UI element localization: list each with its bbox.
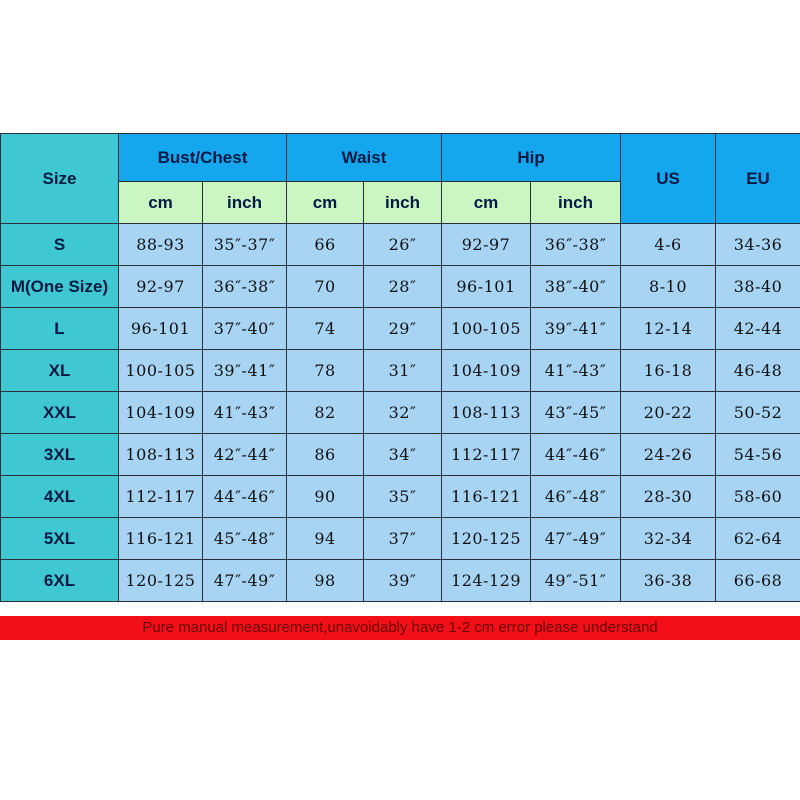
cell-hip-cm: 92-97 xyxy=(442,224,531,266)
cell-waist-in: 26″ xyxy=(364,224,442,266)
cell-eu: 38-40 xyxy=(716,266,800,308)
size-label: 3XL xyxy=(1,434,119,476)
cell-bust-in: 44″-46″ xyxy=(203,476,287,518)
header-bust: Bust/Chest xyxy=(119,134,287,182)
subheader-waist-cm: cm xyxy=(287,182,364,224)
table-row xyxy=(1,392,800,434)
cell-us: 28-30 xyxy=(621,476,716,518)
cell-hip-cm: 100-105 xyxy=(442,308,531,350)
table-row xyxy=(1,518,800,560)
cell-bust-cm: 108-113 xyxy=(119,434,203,476)
cell-bust-in: 36″-38″ xyxy=(203,266,287,308)
header-waist: Waist xyxy=(287,134,442,182)
table-row xyxy=(1,350,800,392)
cell-bust-cm: 120-125 xyxy=(119,560,203,602)
cell-eu: 42-44 xyxy=(716,308,800,350)
cell-bust-in: 39″-41″ xyxy=(203,350,287,392)
table-row xyxy=(1,476,800,518)
cell-bust-cm: 100-105 xyxy=(119,350,203,392)
cell-hip-in: 46″-48″ xyxy=(531,476,621,518)
subheader-bust-inch: inch xyxy=(203,182,287,224)
cell-us: 8-10 xyxy=(621,266,716,308)
header-hip: Hip xyxy=(442,134,621,182)
size-label: 4XL xyxy=(1,476,119,518)
cell-waist-cm: 66 xyxy=(287,224,364,266)
subheader-hip-inch: inch xyxy=(531,182,621,224)
table-row xyxy=(1,434,800,476)
cell-hip-cm: 112-117 xyxy=(442,434,531,476)
cell-waist-in: 34″ xyxy=(364,434,442,476)
cell-hip-cm: 124-129 xyxy=(442,560,531,602)
cell-bust-cm: 112-117 xyxy=(119,476,203,518)
cell-eu: 34-36 xyxy=(716,224,800,266)
cell-eu: 46-48 xyxy=(716,350,800,392)
cell-us: 36-38 xyxy=(621,560,716,602)
cell-eu: 66-68 xyxy=(716,560,800,602)
header-size: Size xyxy=(1,134,119,224)
cell-hip-in: 38″-40″ xyxy=(531,266,621,308)
cell-bust-cm: 116-121 xyxy=(119,518,203,560)
table-row xyxy=(1,560,800,602)
cell-waist-cm: 74 xyxy=(287,308,364,350)
cell-waist-cm: 78 xyxy=(287,350,364,392)
cell-us: 16-18 xyxy=(621,350,716,392)
cell-hip-in: 49″-51″ xyxy=(531,560,621,602)
cell-waist-in: 29″ xyxy=(364,308,442,350)
size-chart xyxy=(0,133,800,602)
cell-waist-cm: 70 xyxy=(287,266,364,308)
cell-hip-cm: 96-101 xyxy=(442,266,531,308)
cell-hip-cm: 116-121 xyxy=(442,476,531,518)
cell-hip-in: 41″-43″ xyxy=(531,350,621,392)
cell-waist-cm: 90 xyxy=(287,476,364,518)
cell-hip-in: 44″-46″ xyxy=(531,434,621,476)
cell-waist-in: 39″ xyxy=(364,560,442,602)
cell-hip-in: 47″-49″ xyxy=(531,518,621,560)
cell-bust-in: 41″-43″ xyxy=(203,392,287,434)
cell-hip-cm: 120-125 xyxy=(442,518,531,560)
size-label: 5XL xyxy=(1,518,119,560)
cell-bust-cm: 96-101 xyxy=(119,308,203,350)
cell-bust-cm: 88-93 xyxy=(119,224,203,266)
cell-waist-cm: 98 xyxy=(287,560,364,602)
cell-us: 20-22 xyxy=(621,392,716,434)
table-row xyxy=(1,266,800,308)
subheader-hip-cm: cm xyxy=(442,182,531,224)
size-table-body xyxy=(1,224,800,602)
cell-bust-in: 35″-37″ xyxy=(203,224,287,266)
cell-waist-in: 35″ xyxy=(364,476,442,518)
cell-waist-cm: 82 xyxy=(287,392,364,434)
cell-bust-in: 45″-48″ xyxy=(203,518,287,560)
cell-eu: 50-52 xyxy=(716,392,800,434)
cell-us: 12-14 xyxy=(621,308,716,350)
header-us: US xyxy=(621,134,716,224)
cell-waist-cm: 94 xyxy=(287,518,364,560)
subheader-bust-cm: cm xyxy=(119,182,203,224)
measurement-note: Pure manual measurement,unavoidably have 1-2 cm error please understand xyxy=(0,616,800,640)
cell-hip-cm: 108-113 xyxy=(442,392,531,434)
cell-bust-cm: 104-109 xyxy=(119,392,203,434)
size-label: XXL xyxy=(1,392,119,434)
cell-eu: 62-64 xyxy=(716,518,800,560)
cell-hip-cm: 104-109 xyxy=(442,350,531,392)
cell-hip-in: 43″-45″ xyxy=(531,392,621,434)
cell-bust-cm: 92-97 xyxy=(119,266,203,308)
cell-eu: 58-60 xyxy=(716,476,800,518)
size-label: XL xyxy=(1,350,119,392)
cell-bust-in: 42″-44″ xyxy=(203,434,287,476)
cell-us: 24-26 xyxy=(621,434,716,476)
size-label: M(One Size) xyxy=(1,266,119,308)
cell-waist-in: 31″ xyxy=(364,350,442,392)
cell-hip-in: 36″-38″ xyxy=(531,224,621,266)
cell-us: 32-34 xyxy=(621,518,716,560)
cell-waist-in: 32″ xyxy=(364,392,442,434)
cell-bust-in: 47″-49″ xyxy=(203,560,287,602)
cell-waist-in: 28″ xyxy=(364,266,442,308)
size-label: L xyxy=(1,308,119,350)
cell-bust-in: 37″-40″ xyxy=(203,308,287,350)
cell-us: 4-6 xyxy=(621,224,716,266)
cell-eu: 54-56 xyxy=(716,434,800,476)
size-label: 6XL xyxy=(1,560,119,602)
cell-hip-in: 39″-41″ xyxy=(531,308,621,350)
subheader-waist-inch: inch xyxy=(364,182,442,224)
table-row xyxy=(1,308,800,350)
size-table xyxy=(0,133,800,602)
cell-waist-cm: 86 xyxy=(287,434,364,476)
size-label: S xyxy=(1,224,119,266)
cell-waist-in: 37″ xyxy=(364,518,442,560)
table-row xyxy=(1,224,800,266)
header-eu: EU xyxy=(716,134,800,224)
